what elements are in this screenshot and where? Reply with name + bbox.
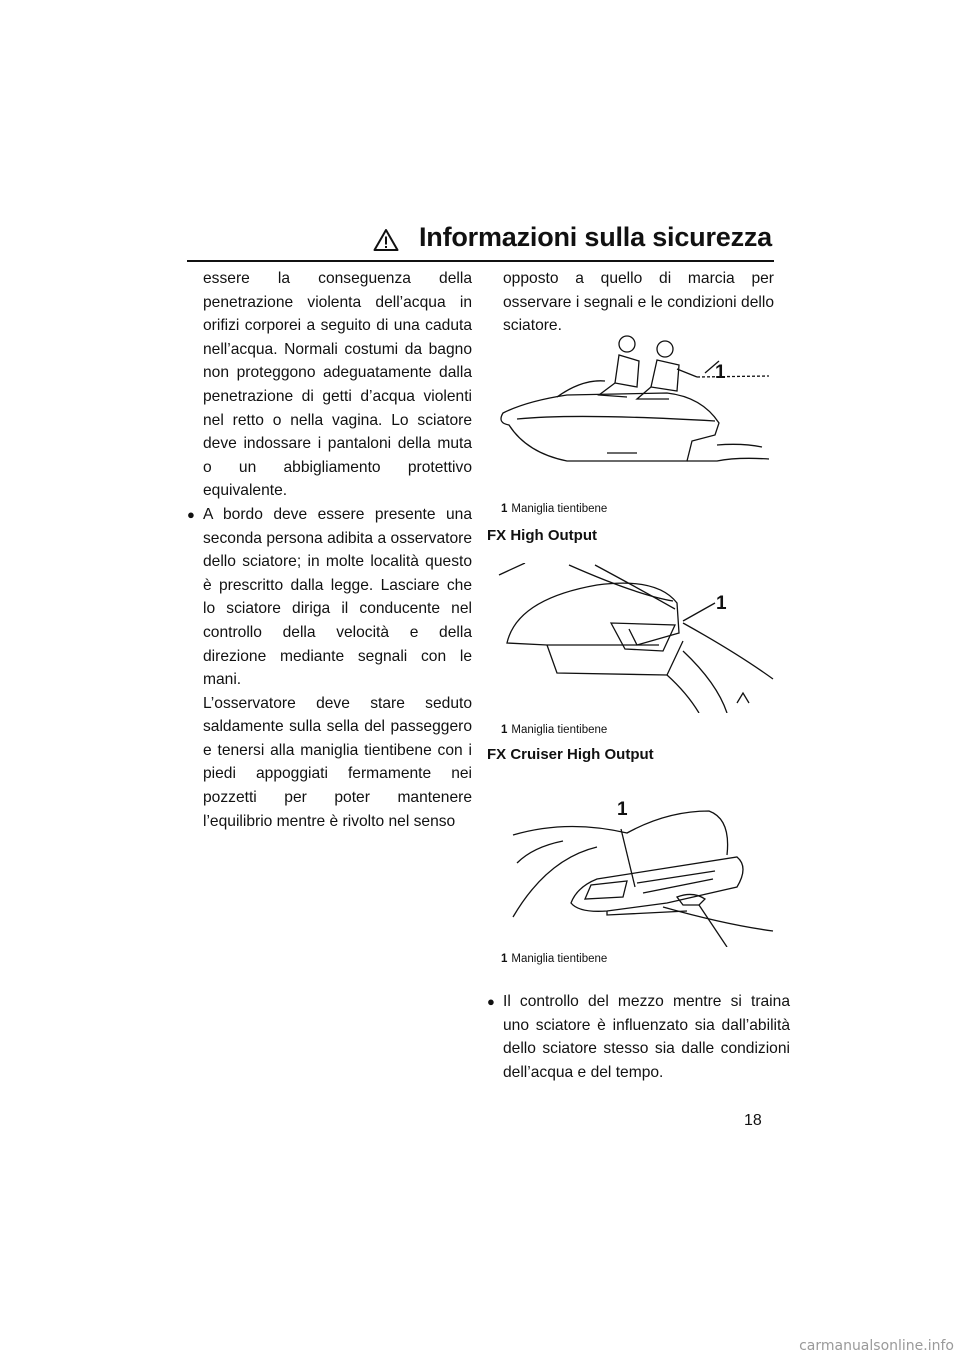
model-heading-fx-cruiser-high-output: FX Cruiser High Output [487,746,654,763]
figure-caption-1 [501,498,607,522]
grab-handle-illustration-fx-cruiser [487,807,774,947]
paragraph-continued: essere la conseguenza della penetrazione violenta dell’acqua in orifizi corporei a seguito di una caduta nell’acqua. Normali costumi da bagno non proteggono adeguatamente dalla penetrazione di getti d’acqua violenti nel retto o nella vagina. Lo sciatore deve indossare i pantaloni della muta o un abbigliamento protettivo equivalente. [203,270,472,500]
right-column [487,267,790,1081]
bullet-icon: ● [187,506,195,522]
figure-callout-2: 1 [716,593,727,614]
figure-caption-3 [501,948,607,972]
figure-callout-3: 1 [617,799,628,820]
caption-text: Maniglia tientibene [511,503,608,515]
paragraph-continued-right: opposto a quello di marcia per osservare i segnali e le condizioni dello sciatore. [503,270,774,335]
bullet-text: Il controllo del mezzo mentre si traina uno sciatore è influenzato sia dall’abilità dello sciatore stesso sia dalle condizioni dell’acqua e del tempo. [503,993,790,1081]
page-number: 18 [744,1112,762,1129]
model-heading-fx-high-output: FX High Output [487,527,597,544]
page-title: Informazioni sulla sicurezza [419,222,772,252]
jetski-riders-illustration [487,335,772,465]
caption-text: Maniglia tientibene [511,953,608,965]
left-column [187,267,472,833]
caption-number: 1 [501,724,508,736]
caption-number: 1 [501,953,508,965]
bullet-item-observer [187,503,472,692]
bullet-item-control [487,990,790,1084]
watermark-link[interactable]: carmanualsonline.info [799,1338,954,1354]
caption-number: 1 [501,503,508,515]
observer-paragraph: L’osservatore deve stare seduto saldamente sulla sella del passeggero e tenersi alla maniglia tientibene con i piedi appoggiati fermamente nei pozzetti per poter mantenere l’equilibrio mentre è rivolto nel senso [203,694,472,830]
figure-callout-1: 1 [715,362,726,383]
grab-handle-illustration-fx-high-output [487,563,774,713]
warning-triangle-icon [373,228,399,252]
figure-caption-2 [501,719,607,743]
bullet-icon: ● [487,994,495,1009]
page-header [187,222,774,262]
caption-text: Maniglia tientibene [511,724,608,736]
bullet-text: A bordo deve essere presente una seconda persona adibita a osservatore dello sciatore; in molte località questo è prescritto dalla legge. Lasciare che lo sciatore diriga il conducente nel controllo della velocità e della direzione mediante segnali con le mani. [203,505,472,689]
